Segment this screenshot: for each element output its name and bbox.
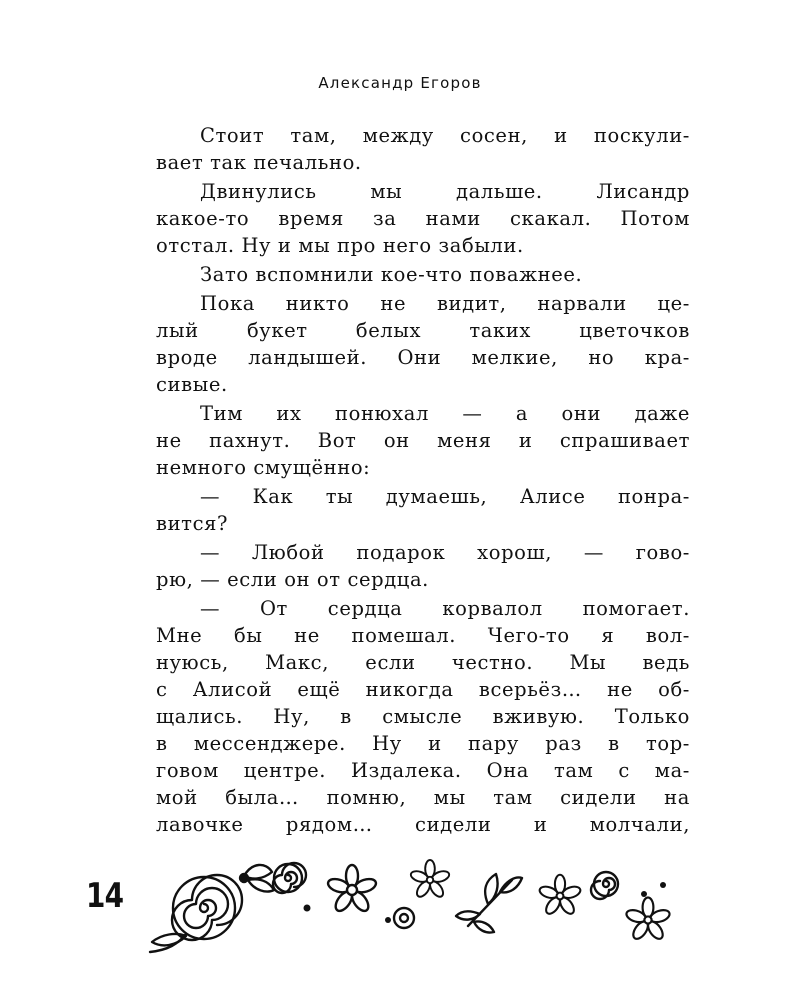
body-text	[156, 122, 690, 838]
text-line: Двинулись мы дальше. Лисандр	[200, 180, 690, 203]
text-line: рю, — если он от сердца.	[156, 568, 429, 591]
branch-icon	[456, 874, 522, 933]
text-line: Стоит там, между сосен, и поскули-	[200, 124, 690, 147]
spiral-flower-icon	[150, 875, 242, 952]
text-line: немного смущённо:	[156, 456, 371, 479]
text-line: вится?	[156, 512, 229, 535]
text-line: какое-то время за нами скакал. Потом	[156, 207, 690, 230]
text-line: сивые.	[156, 373, 228, 396]
text-line: лый букет белых таких цветочков	[156, 319, 690, 342]
text-line: в мессенджере. Ну и пару раз в тор-	[156, 732, 690, 755]
page-number: 14	[86, 876, 124, 916]
text-line: вроде ландышей. Они мелкие, но кра-	[156, 346, 690, 369]
text-line: лавочке рядом… сидели и молчали,	[156, 813, 690, 836]
text-line: говом центре. Издалека. Она там с ма-	[156, 759, 690, 782]
text-line: с Алисой ещё никогда всерьёз… не об-	[156, 678, 690, 701]
running-head-author: Александр Егоров	[318, 74, 482, 92]
text-line: Пока никто не видит, нарвали це-	[200, 292, 690, 315]
flower-icon	[538, 875, 582, 916]
text-line: Мне бы не помешал. Чего-то я вол-	[156, 624, 690, 647]
text-line: отстал. Ну и мы про него забыли.	[156, 234, 524, 257]
text-line: Зато вспомнили кое-что поважнее.	[200, 263, 583, 286]
text-line: — Как ты думаешь, Алисе понра-	[200, 485, 690, 508]
spiral-icon	[394, 908, 414, 928]
text-line: щались. Ну, в смысле вживую. Только	[156, 705, 690, 728]
spiral-icon	[273, 863, 306, 893]
text-line: мой была… помню, мы там сидели на	[156, 786, 690, 809]
leaf-icon	[240, 865, 274, 892]
text-line: — От сердца корвалол помогает.	[200, 597, 690, 620]
text-line: вает так печально.	[156, 151, 362, 174]
text-line: не пахнут. Вот он меня и спрашивает	[156, 429, 690, 452]
flower-icon	[326, 865, 377, 914]
text-line: — Любой подарок хорош, — гово-	[200, 541, 690, 564]
flower-doodles-decoration	[0, 850, 800, 960]
text-line: Тим их понюхал — а они даже	[200, 402, 690, 425]
flower-icon	[625, 898, 671, 942]
spiral-icon	[591, 872, 618, 899]
text-line: нуюсь, Макс, если честно. Мы ведь	[156, 651, 690, 674]
flower-icon	[409, 860, 450, 899]
